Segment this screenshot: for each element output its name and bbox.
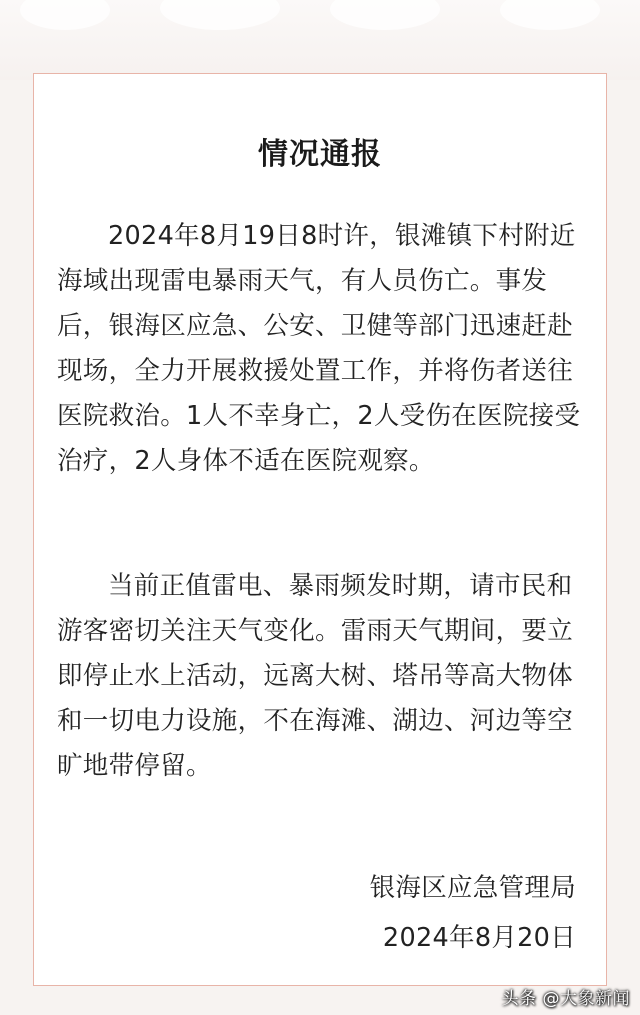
- notice-title: 情况通报: [258, 137, 382, 172]
- cloud-decoration: [330, 0, 440, 30]
- cloud-decoration: [500, 0, 600, 30]
- notice-paragraph-1: 2024年8月19日8时许，银滩镇下村附近海域出现雷电暴雨天气，有人员伤亡。事发后，银海区应急、公安、卫健等部门迅速赶赴现场，全力开展救援处置工作，并将伤者送往医院救治。1人不幸身亡，2人受伤在医院接受治疗，2人身体不适在医院观察。: [57, 221, 581, 476]
- notice-card: [33, 73, 607, 986]
- notice-paragraph-2: 当前正值雷电、暴雨频发时期，请市民和游客密切关注天气变化。雷雨天气期间，要立即停止水上活动，远离大树、塔吊等高大物体和一切电力设施，不在海滩、湖边、河边等空旷地带停留。: [57, 571, 574, 781]
- cloud-decoration: [160, 0, 280, 30]
- watermark: 头条 @大象新闻: [501, 989, 630, 1009]
- top-background: [0, 0, 640, 80]
- signature-organization: 银海区应急管理局: [369, 873, 576, 903]
- signature-date: 2024年8月20日: [382, 923, 576, 953]
- cloud-decoration: [20, 0, 110, 30]
